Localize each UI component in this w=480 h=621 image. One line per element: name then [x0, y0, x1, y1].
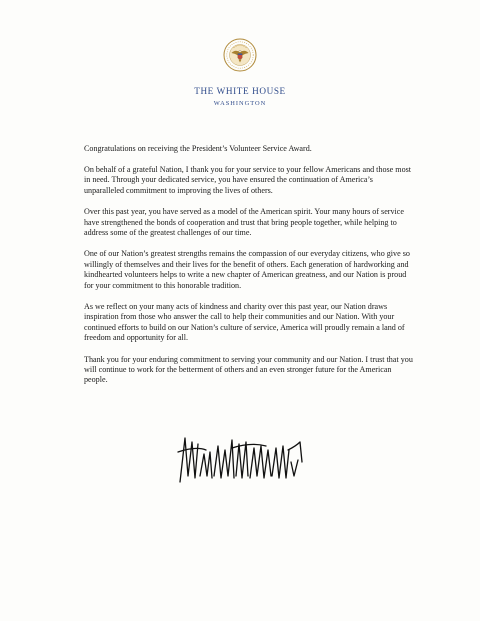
handwritten-signature-icon: [176, 432, 306, 488]
letter-paragraph: As we reflect on your many acts of kindness and charity over this past year, our Nation draws inspiration from those who answer the call to help their communities and our Nation. With your continued efforts to build on our Nation’s culture of service, America will proudly remain a land of freedom and opportunity for all.: [84, 301, 405, 343]
letter-body: [84, 144, 414, 397]
letter-paragraph: One of our Nation’s greatest strengths remains the compassion of our everyday citizens, who give so willingly of themselves and their lives for the benefit of others. Each generation of hardworking and kindhearted volunteers helps to write a new chapter of American greatness, and our Nation is proud for your commitment to this honorable tradition.: [84, 249, 410, 290]
letter-greeting: Congratulations on receiving the President’s Volunteer Service Award.: [84, 144, 312, 153]
letterhead-title: THE WHITE HOUSE: [194, 86, 286, 96]
letterhead-location: WASHINGTON: [213, 100, 267, 107]
letter-paragraph: Over this past year, you have served as a model of the American spirit. Your many hours of service have strengthened the bonds of cooperation and trust that bring people together, while helping to address some of the greatest challenges of our time.: [84, 207, 404, 237]
letter-paragraph: On behalf of a grateful Nation, I thank you for your service to your fellow Americans and those most in need. Through your dedicated service, you have ensured the continuation of America’s unparalleled commitment to improving the lives of others.: [84, 164, 412, 195]
presidential-seal-icon: [223, 38, 257, 72]
letter-paragraph: Thank you for your enduring commitment to serving your community and our Nation. I trust that you will continue to work for the betterment of others and an even stronger future for the American people.: [84, 354, 413, 385]
